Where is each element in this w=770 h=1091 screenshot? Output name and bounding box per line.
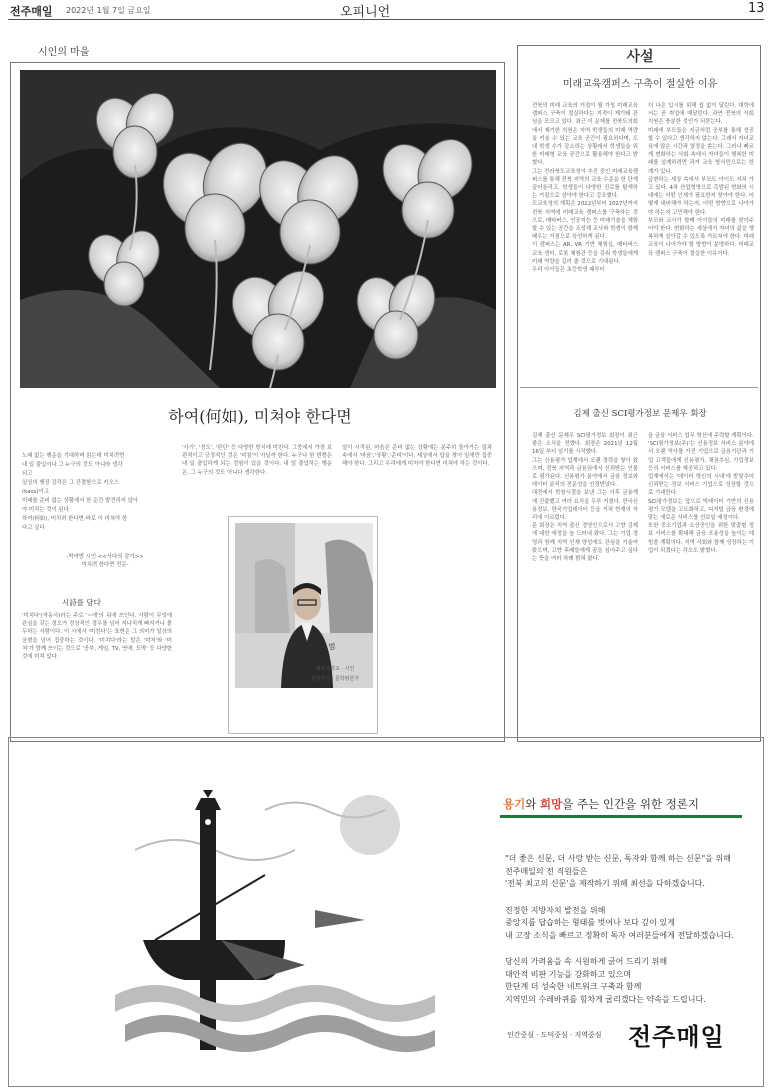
lighthouse-ship-art xyxy=(115,790,435,1060)
clover-photo xyxy=(20,70,496,388)
ad-body xyxy=(505,853,760,1006)
commentary-heading: 시詩를 담다 xyxy=(62,598,101,607)
author-title: 월북중학교 · 시인 xyxy=(315,666,355,672)
ad-slogan xyxy=(503,796,699,812)
author-portrait xyxy=(235,523,373,688)
slogan-text: 을 주는 인간을 위한 정론지 xyxy=(562,797,700,811)
clover-illustration xyxy=(20,70,496,388)
ad-line: 당신의 가려움을 속 시원하게 긁어 드리기 위해 xyxy=(505,957,668,966)
column-col2: 을 금융 서비스 업무 혁신에 주력할 계획이다. 'SCI평가정보(주)'는 신용정보 서비스 분야에서 오랜 역사를 가진 기업으로 금융기관과 기업 고객들에게 신용평가, 채권추심, 기업정보 등의 서비스를 제공하고 있다. 업계에서는 '데이터 혁신의 시대'에 발맞추어 신뢰받는 정보 서비스 기업으로 성장할 것으로 기대한다. SCI평가정보는 앞으로 빅데이터 기반의 신용평가 모델을 고도화하고, 디지털 금융 환경에 맞는 새로운 서비스를 선보일 예정이다. 또한 중소기업과 소상공인을 위한 맞춤형 정보 서비스를 확대해 금융 포용성을 높이는 데 힘쓸 계획이다. 지역 사회와 함께 성장하는 기업이 되겠다는 각오도 밝혔다. xyxy=(648,433,754,554)
poem-text xyxy=(22,452,172,533)
editorial-label: 사설 xyxy=(600,46,680,69)
poem-kicker: 시인의 마을 xyxy=(38,47,90,58)
paper-name: 전주매일 xyxy=(10,5,53,18)
author-photo xyxy=(235,523,373,688)
poem-title: 하여(何如), 미쳐야 한다면 xyxy=(168,407,352,426)
editorial-col2: 더 나은 입시를 위해 쉼 없이 달린다. 대학에서는 곧 취업에 매달린다. 과연 전북의 사회 지원은 충분한 것인가 되묻는다. 미래에 부모들은 지금처럼 공부를 통해 성공할 수 있다고 생각하지 않는다. 그래서 자녀교육에 많은 시간과 열정을 쏟는다. 그러나 빠르게 변화하는 사회 속에서 자녀들이 행복한 미래를 설계하려면 과거 교육 방식만으로는 한계가 있다. 급변하는 세상 속에서 부모도 아이도 지쳐 가고 있다. 4차 산업혁명으로 촉발된 변화의 시대에는 어떤 인재가 필요한지 찾아야 한다. 어떻게 대비해야 하는지, 어떤 방향으로 나아가야 하는지 고민해야 한다. 부모와 교사가 함께 아이들의 미래를 찾아주어야 한다. 변화하는 세상에서 자녀의 삶을 행복하게 살아갈 수 있도록 가르쳐야 한다. 미래교육이 나아가야 할 방향이 분명하다. 미래교육 캠퍼스 구축이 절실한 이유이다. xyxy=(648,103,754,257)
ad-line: 중앙지를 답습하는 형태를 벗어나 보다 깊이 있게 xyxy=(505,918,675,927)
poem-line: 미래를 준비 없는 상황에서 한 순간 발견하지 않아 xyxy=(22,498,139,504)
masthead xyxy=(8,0,764,20)
author-name: 박 여 범 xyxy=(309,642,336,651)
ad-line: 내 고장 소식을 빠르고 정확히 독자 여러분들에게 전달하겠습니다. xyxy=(505,930,734,940)
ad-line: 진정한 지방자치 발전을 위해 xyxy=(505,905,606,915)
commentary-mid: '사기', '정도', '판단' 등 다양한 방식에 미친다. 그중에서 가장 보편적이고 긍정적인 것은 '미침'이 아닐까 한다. 누구나 한 번쯤은 내 일 출입하게 되는 경험이 있을 것이다. 내 일 출입하는 행운은, 그 누구의 것도 아니다 생각한다. xyxy=(182,445,332,476)
poem-source-line: 미치려 한다면 전문- xyxy=(81,562,129,569)
slogan-underline xyxy=(500,815,742,818)
slogan-highlight: 용기 xyxy=(503,797,526,811)
poem-line: 하여(何如), 미치려 한다면 바로 이 미쳐야 한 xyxy=(22,516,128,522)
ad-line: 지역민의 수레바퀴를 힘차게 굴리겠다는 약속을 드립니다. xyxy=(505,994,706,1004)
lighthouse-illustration xyxy=(115,790,435,1060)
poem-line: 다고 싶다 xyxy=(22,525,45,531)
poem-line: 야 미치는 것이 된다 xyxy=(22,507,69,513)
ad-line: '전북 최고의 신문'을 제작하기 위해 최선을 다하겠습니다. xyxy=(505,879,705,888)
section-title: 오피니언 xyxy=(340,5,391,20)
commentary-left: '미치다'(자동사)라는 주로 '~에'의 뒤에 쓰인다. 사람이 무엇에 관심을 갖는 정도가 정상적인 경우를 넘어 지나치게 빠지거나 몰두하는 사람이다. 이 시에서 '미친다'는 표현은 그 의미가 일상의 균형을 넘어 집중하는 것이다. '미치다'라는 말은 '미처'와 '미쳐'가 함께 쓰이는 것으로 '공부, 게임, TV, 연애, 도박' 등 다양한 것에 미쳐 있다. xyxy=(22,613,172,661)
ad-line: 대안적 비판 기능을 강화하고 있으며 xyxy=(505,969,632,979)
ad-tagline: 인간중심 · 도덕중심 · 지역중심 xyxy=(507,1031,602,1039)
slogan-highlight: 희망 xyxy=(539,797,563,811)
poem-line: 되고 xyxy=(22,471,33,477)
column-col1: 김제 출신 문제우 SCI평가정보 회장이 최근 좋은 소식을 전했다. 회장은 2021년 12월 16일 부터 임기를 시작했다. 그는 신용평가 업계에서 오랜 경력을 쌓아 왔으며, 전북 지역과 금융권에서 신뢰받는 인물로 평가된다. 신용평가 분야에서 금융 정보와 데이터 분석의 전문성을 인정받았다. 대전에서 학창시절을 보낸 그는 이후 금융계에 진출했고 여러 요직을 두루 거쳤다. 한국신용정보, 한국기업데이터 등을 거쳐 현재의 자리에 이르렀다. 문 회장은 지역 출신 경영인으로서 고향 김제에 대한 애정을 늘 드러내 왔다. 그는 기업 경영과 함께 지역 인재 양성에도 관심을 기울여 왔으며, 고향 후배들에게 꿈을 심어주고 싶다는 뜻을 여러 차례 밝혀 왔다. xyxy=(532,433,638,563)
issue-date: 2022년 1월 7일 금요일 xyxy=(66,6,151,15)
page-number: 13 xyxy=(748,1,765,16)
poem-line: 노래 없는 행운을 기대하며 읽는데 미치려면 xyxy=(22,453,125,459)
poem-line: 일상의 행장 감각은 그 간결함으로 카오스 xyxy=(22,480,120,486)
editorial-col1: 전북의 미래 교육의 거점이 될 가칭 미래교육 캠퍼스 구축이 절실하다는 지적이 제기돼 관심을 모으고 있다. 최근 이 문제를 전북도의회에서 제기한 의원은 지역 학생들의 미래 역량을 키울 수 있는 교육 공간이 필요하다며, 도내 학생 수가 감소하는 상황에서 학생들을 위한 미래형 교육 공간으로 활용해야 한다고 밝혔다. 그는 전라북도교육청이 추진 중인 미래교육캠퍼스를 통해 전북 지역의 교육 수준을 한 단계 끌어올리고, 학생들이 다양한 진로를 탐색하는 거점으로 삼아야 한다고 강조했다. 도교육청의 계획은 2022년부터 2027년까지 전북 지역에 미래교육 캠퍼스를 구축하는 것으로, 메타버스, 인공지능 등 미래기술을 체험할 수 있는 공간을 조성해 교사와 학생이 함께 배우는 거점으로 육성하게 된다. 이 캠퍼스는 AR, VR 기반 체험실, 메타버스 교육 센터, 로봇 체험관 등을 갖춰 학생들에게 미래 역량을 길러 줄 것으로 기대된다. 우리 아이들은 초등학생 때부터 xyxy=(532,103,638,274)
ad-line: 한단계 더 성숙한 네트워크 구축과 함께 xyxy=(505,982,642,991)
column-title: 김제 출신 SCI평가정보 문제우 회장 xyxy=(573,409,707,419)
editorial-divider xyxy=(520,387,758,388)
editorial-title: 미래교육캠퍼스 구축이 절실한 이유 xyxy=(562,79,718,90)
ad-line: 전주매일의 전 직원들은 xyxy=(505,866,588,876)
commentary-right: 일이 시작된, 마음은 준비 없는 상황에는 분주히 돌아가는 일과 속에서 '마음','상황','준비'이다. 세상에서 답을 찾아 일에만 집중해야 한다. 그리고 우리에게 미처야 한다면 미쳐야 하는 것이다. xyxy=(342,445,492,468)
ad-logo: 전주매일 xyxy=(628,1023,725,1051)
author-title: 문학박사 · 문학평론가 xyxy=(310,676,360,682)
slogan-text: 와 xyxy=(525,797,540,811)
poem-source xyxy=(40,553,170,569)
ad-line: "더 좋은 신문, 더 사랑 받는 신문, 독자와 함께 하는 신문"을 위해 xyxy=(505,854,731,863)
poem-line: 내 일 출입이나 그 누구의 것도 아니라 생각 xyxy=(22,462,123,468)
poem-line: (kaos)이고 xyxy=(22,489,50,495)
poem-source-line: -박여범 시인 <<사다의 잠기>> xyxy=(66,554,144,560)
author-box xyxy=(228,516,378,734)
